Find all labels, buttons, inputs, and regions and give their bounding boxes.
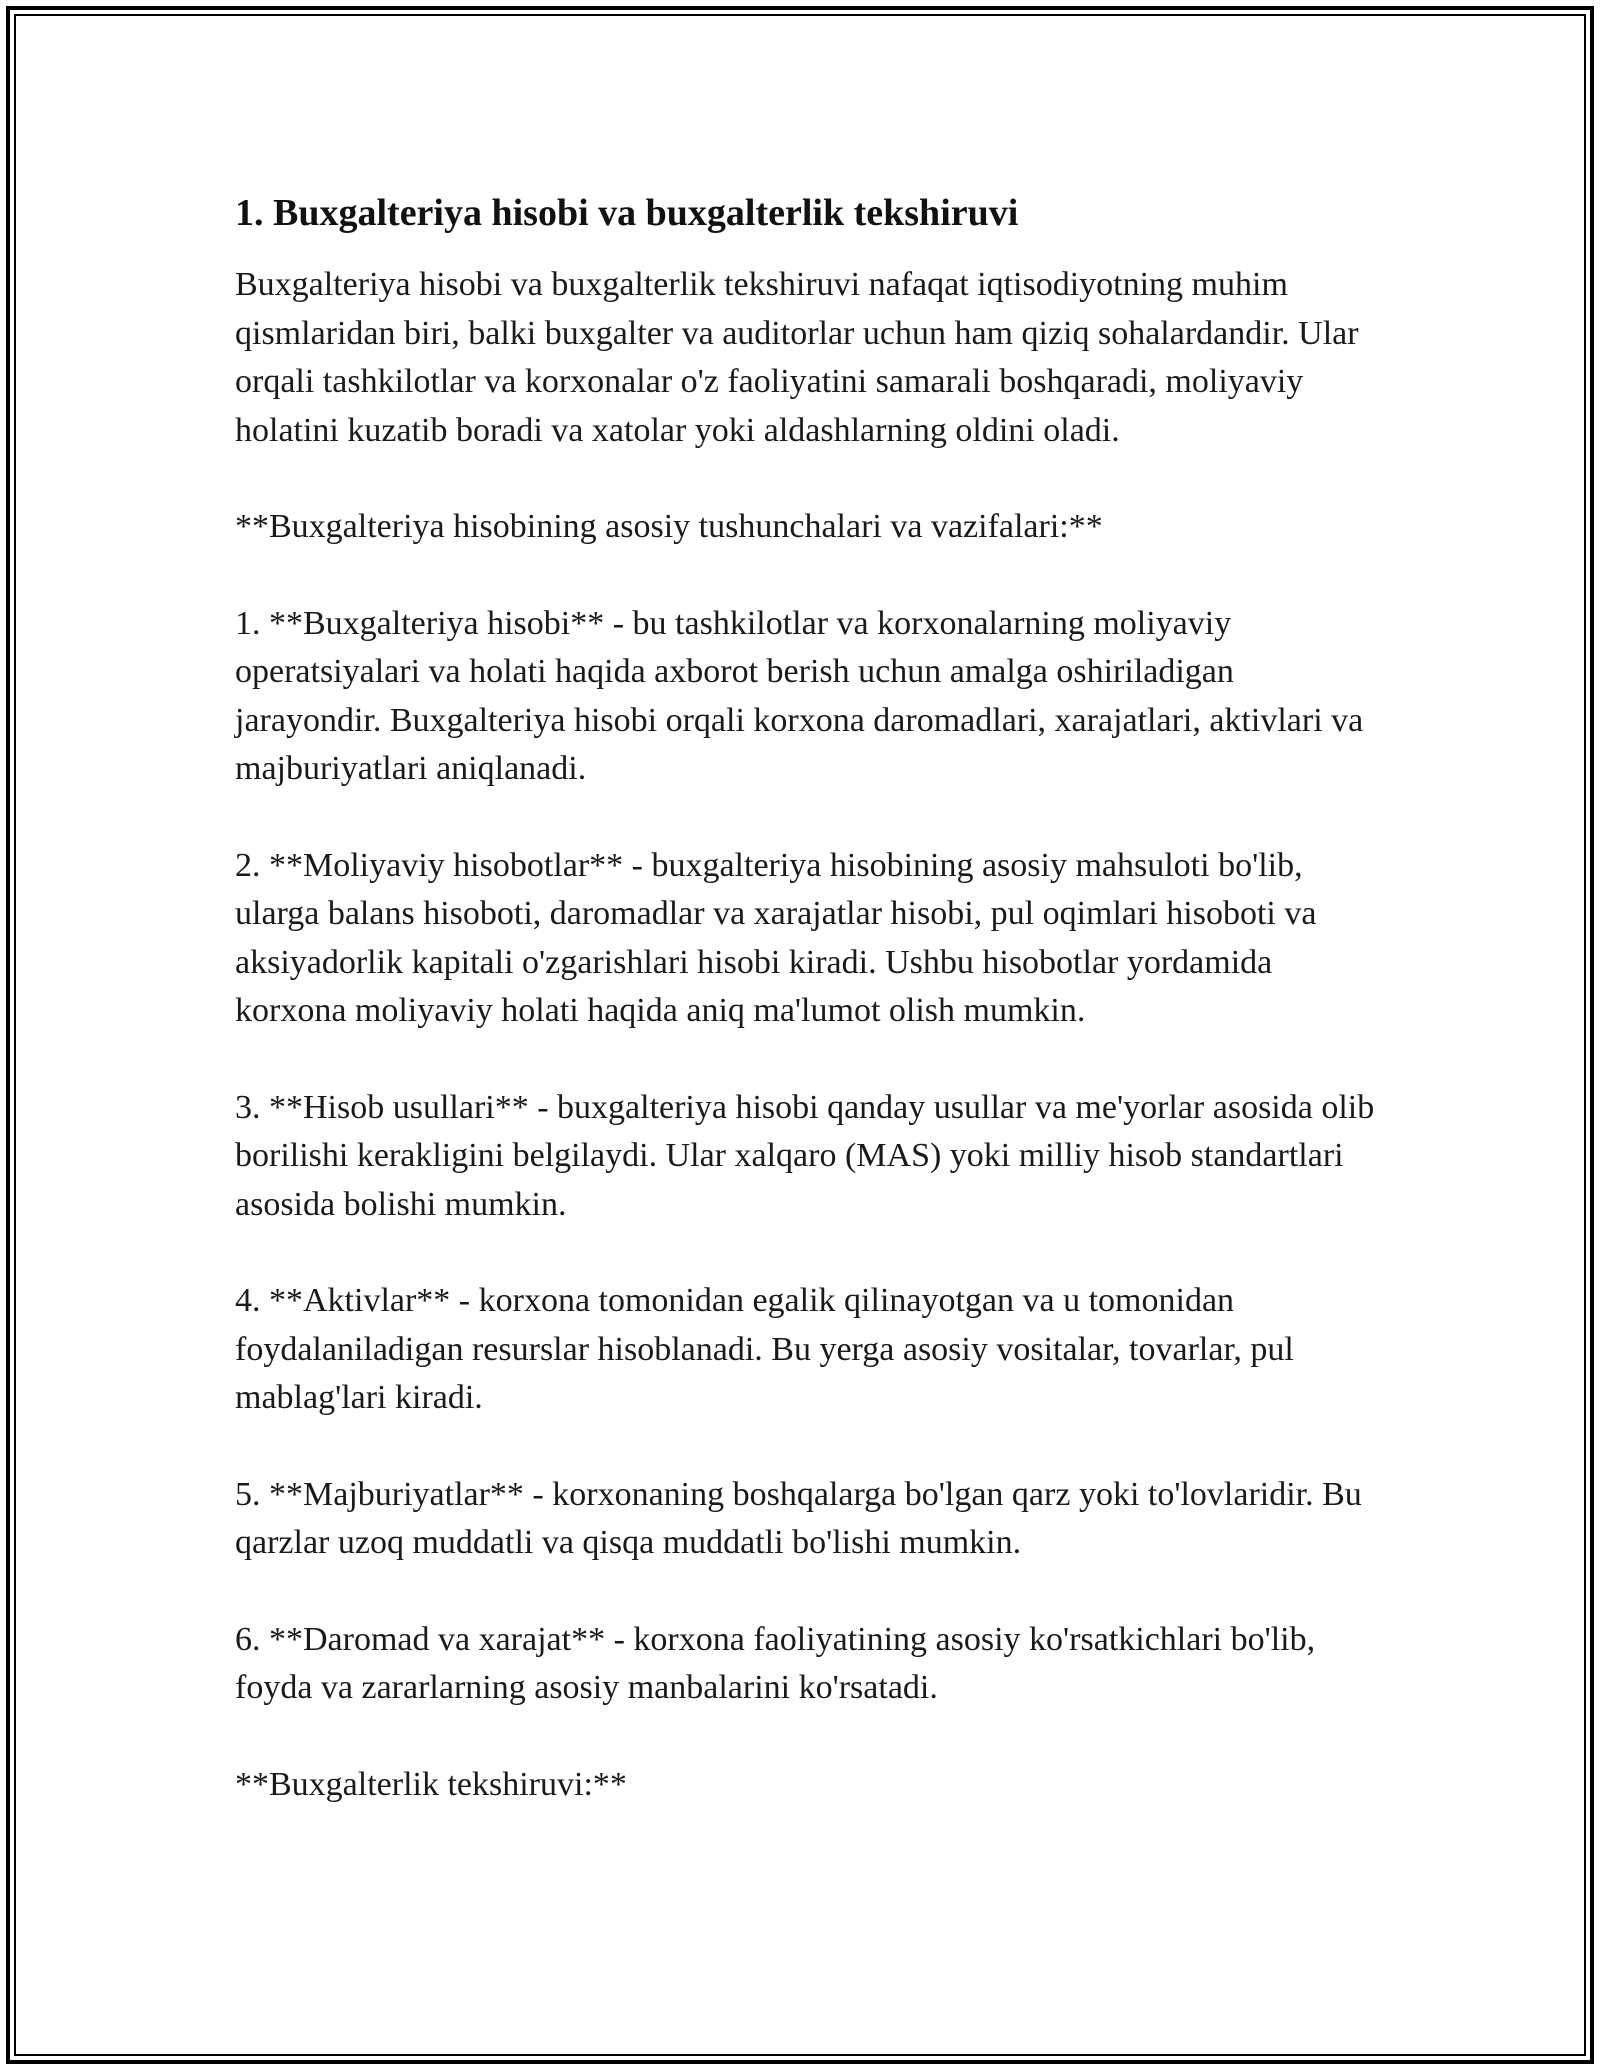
list-item-assets: 4. **Aktivlar** - korxona tomonidan egalik qilinayotgan va u tomonidan foydalaniladigan resurslar hisoblanadi. Bu yerga asosiy vositalar, tovarlar, pul mablag'lari kiradi. — [235, 1282, 1294, 1416]
document-title: 1. Buxgalteriya hisobi va buxgalterlik tekshiruvi — [235, 192, 1019, 234]
intro-paragraph: Buxgalteriya hisobi va buxgalterlik tekshiruvi nafaqat iqtisodiyotning muhim qismlaridan biri, balki buxgalter va auditorlar uchun ham qiziq sohalardandir. Ular orqali tashkilotlar va korxonalar o'z faoliyatini samarali boshqaradi, moliyaviy holatini kuzatib boradi va xatolar yoki aldashlarning oldini oladi. — [235, 266, 1359, 449]
list-item-liabilities: 5. **Majburiyatlar** - korxonaning boshqalarga bo'lgan qarz yoki to'lovlaridir. Bu qarzlar uzoq muddatli va qisqa muddatli bo'lishi mumkin. — [235, 1475, 1362, 1561]
section-heading-basic-concepts: **Buxgalteriya hisobining asosiy tushunchalari va vazifalari:** — [235, 508, 1103, 545]
section-heading-audit: **Buxgalterlik tekshiruvi:** — [235, 1765, 627, 1803]
list-item-financial-reports: 2. **Moliyaviy hisobotlar** - buxgalteriya hisobining asosiy mahsuloti bo'lib, ularga balans hisoboti, daromadlar va xarajatlar hisobi, pul oqimlari hisoboti va aksiyadorlik kapitali o'zgarishlari hisobi kiradi. Ushbu hisobotlar yordamida korxona moliyaviy holati haqida aniq ma'lumot olish mumkin. — [235, 846, 1317, 1029]
list-item-accounting-methods: 3. **Hisob usullari** - buxgalteriya hisobi qanday usullar va me'yorlar asosida olib borilishi kerakligini belgilaydi. Ular xalqaro (MAS) yoki milliy hisob standartlari asosida bolishi mumkin. — [235, 1088, 1375, 1223]
list-item-income-expense: 6. **Daromad va xarajat** - korxona faoliyatining asosiy ko'rsatkichlari bo'lib, foyda va zararlarning asosiy manbalarini ko'rsatadi. — [235, 1620, 1316, 1706]
document-body — [235, 185, 1375, 1809]
list-item-accounting: 1. **Buxgalteriya hisobi** - bu tashkilotlar va korxonalarning moliyaviy operatsiyalari va holati haqida axborot berish uchun amalga oshiriladigan jarayondir. Buxgalteriya hisobi orqali korxona daromadlari, xarajatlari, aktivlari va majburiyatlari aniqlanadi. — [235, 604, 1364, 787]
